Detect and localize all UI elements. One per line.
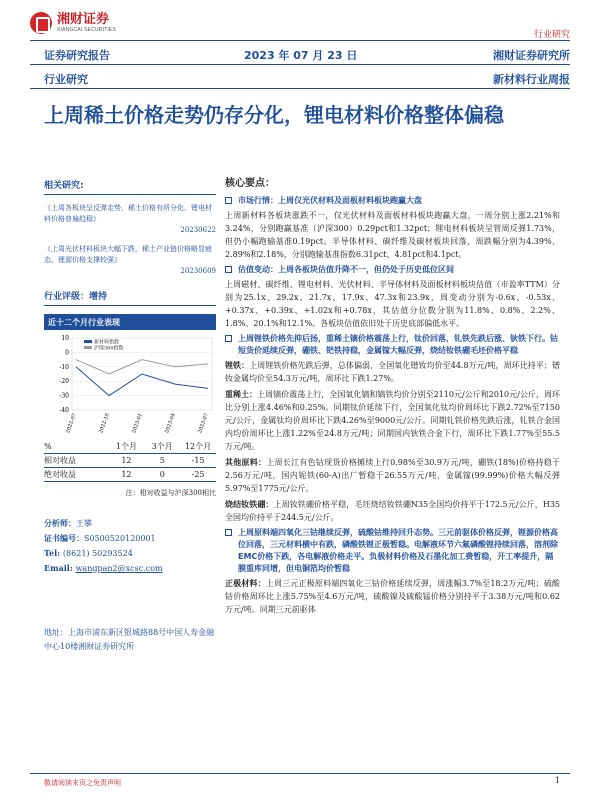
table-row	[44, 468, 216, 482]
report-date: 2023 年 07 月 23 日	[244, 49, 358, 62]
para-label: 锂铁：	[225, 360, 250, 370]
bullet-text: 上周原料端四氧化三钴继续反弹，硫酸钴维持回升态势。三元前驱体价格反弹，锂源价格高位回落，三元材料横中有跌，磷酸铁锂正极暂稳。电解液环节六氟磷酸锂持续回落，溶剂除EMC价格下跌，各电解液价格走平。负极材料价格及石墨化加工费暂稳，开工率提升，隔膜重库同增，但电铜箔均价暂稳	[238, 528, 558, 573]
related-item-date: 20230622	[180, 226, 216, 234]
analyst-label: 分析师：	[44, 518, 76, 528]
y-tick-label: -10	[59, 363, 69, 371]
analyst-name: 王攀	[76, 519, 92, 528]
table-cell: 绝对收益	[44, 470, 76, 479]
paragraph	[225, 498, 560, 524]
bullet-icon	[225, 335, 232, 342]
logo-icon	[30, 12, 52, 34]
bullet-item	[225, 195, 560, 207]
header-divider	[30, 64, 570, 65]
bullet-text: 市场行情：上周仅光伏材料及面板材料板块跑赢大盘	[238, 196, 422, 205]
para-text: 上周镝价震荡上行，全国氧化镝和镝铁均价分别至2110元/公斤和2010元/公斤，周环比分别上涨4.46%和0.25%。同期钛价延续下行，全国氧化钛均价周环比下跌2.72%至7150元/公斤，金属钛均价周环比下跌4.26%至9000元/公斤。同期钆铁价格先跌后涨，钆铁合金国内均价周环比上涨1.22%至24.8万元/吨；同期国内钬铁合金下行，周环比下跌1.77%至55.5万元/吨。	[225, 390, 560, 451]
address: 地址：上海市浦东新区银城路88号中国人寿金融中心10楼湘财证券研究所	[44, 628, 215, 651]
bullet-text: 估值变动：上周各板块估值升降不一，但仍处于历史低位区间	[238, 265, 454, 274]
report-title: 上周稀土价格走势仍存分化，锂电材料价格整体偏稳	[44, 103, 504, 127]
table-header-cell: 1个月	[115, 442, 137, 451]
cert-number: S0500520120001	[84, 534, 156, 543]
table-cell: 5	[159, 456, 165, 465]
bullet-icon	[225, 197, 232, 204]
table-header-cell: 3个月	[151, 442, 173, 451]
para-label: 烧结钕铁硼：	[225, 499, 274, 509]
y-tick-label: 10	[61, 335, 69, 342]
para-label: 重稀土：	[225, 389, 258, 399]
y-tick-label: -30	[59, 392, 69, 400]
report-series: 新材料行业周报	[493, 73, 570, 86]
bullet-text: 上周锂铁价格先抑后扬，重稀土镝价格震荡上行，钛价回落，钆铁先跌后涨、钬铁下行。钴短货价延续反弹，硼铁、钯铁持稳，金属镓大幅反弹，烧结钕铁硼毛坯价格平稳	[238, 334, 558, 355]
bullet-item	[225, 527, 560, 575]
table-row	[44, 454, 216, 468]
related-item[interactable]	[44, 203, 216, 236]
performance-heading: 近十二个月行业表现	[44, 314, 216, 330]
legend-label-1: 新材料指数	[94, 339, 120, 346]
related-item[interactable]	[44, 244, 216, 277]
table-cell: 0	[159, 470, 165, 479]
disclaimer-notice[interactable]: 敬请阅读末页之免责声明	[44, 779, 121, 787]
email-label: Email:	[44, 563, 73, 573]
bullet-item	[225, 333, 560, 357]
x-tick-label: 2022-10	[98, 412, 111, 435]
related-item-title[interactable]: 《上周光伏材料板块大幅下跌，稀土产业链价格略显疲态、锂源价格支撑较强》	[44, 245, 212, 264]
report-type: 证券研究报告	[44, 49, 110, 62]
table-cell: 相对收益	[44, 456, 76, 465]
x-tick-label: 2023-07	[197, 412, 210, 435]
header-divider	[30, 40, 570, 41]
y-tick-label: -40	[59, 407, 69, 414]
bullet-icon	[225, 529, 232, 536]
para-label: 正极材料：	[225, 578, 266, 588]
related-heading: 相关研究:	[44, 178, 216, 195]
x-tick-label: 2022-07	[65, 412, 78, 435]
legend-swatch-1	[84, 340, 92, 343]
table-header-cell: 12个月	[184, 442, 212, 451]
para-text: 上周钕铁硼价格平稳，毛坯烧结钕铁硼N35全国均价持平于172.5元/公斤，H35全国均价持平于244.5元/公斤。	[225, 500, 560, 522]
table-cell: 12	[121, 456, 132, 465]
table-cell: -25	[191, 470, 205, 479]
tel-number: (8621) 50293524	[62, 549, 133, 558]
paragraph: 上周磁材、碳纤维、锂电材料、光伏材料、半导体材料及面板材料板块估值（市盈率TTM）分别为25.1x、29.2x、21.7x、17.9x、47.3x和23.9x，周变动分别为-0.6x、-0.53x、+0.37x、+0.39x、+1.02x和+0.78x，其估值分位数分别为11.8%、0.8%、2.2%、1.8%、20.1%和12.1%。各板块估值依旧处于历史底部偏低水平。	[225, 280, 560, 328]
company-logo	[30, 12, 116, 34]
related-research	[44, 178, 216, 277]
performance-table	[44, 440, 216, 482]
para-label: 其他原料：	[225, 457, 267, 467]
bullet-item	[225, 264, 560, 276]
institute-name: 湘财证券研究所	[493, 49, 570, 62]
tel-label: Tel:	[44, 548, 61, 558]
table-header-cell: %	[44, 442, 52, 451]
bullet-icon	[225, 266, 232, 273]
paragraph: 上周新材料各板块涨跌不一，仅光伏材料及面板材料板块跑赢大盘，一周分别上涨2.21%和3.24%，分别跑赢基准（沪深300）0.29pct和1.32pct；锂电材料板块呈管周反弹1.73%，但仍小幅跑输基准0.19pct。半导体材料、碳纤维及碳材板块回落，周跌幅分别为4.39%、2.89%和2.18%，分别跑输基准指数6.31pct、4.81pct和4.1pct。	[225, 211, 560, 259]
paragraph	[225, 359, 560, 385]
y-tick-label: 0	[65, 349, 69, 357]
table-header-row	[44, 440, 216, 454]
table-cell: -15	[191, 456, 205, 465]
paragraph	[225, 577, 560, 616]
y-tick-label: -20	[59, 378, 69, 386]
para-text: 上周长江有色钴现货价格摊续上行0.98%至30.9万元/吨，硼铁(18%)价格持稳于2.56万元/吨，国内铌铁(60-A)出厂暂稳于26.55万元/吨，金属镓(99.99%)价格大幅反弹5.97%至1775元/公斤。	[225, 458, 560, 493]
x-tick-label: 2023-04	[164, 412, 177, 435]
logo-name-en: XIANGCAI SECURITIES	[57, 27, 117, 33]
table-cell: 12	[121, 470, 132, 479]
related-item-title[interactable]: 《上周各板块呈反弹走势，稀土价格有所分化、锂电材料价格普遍趋稳》	[44, 204, 212, 223]
page-number: 1	[554, 776, 560, 785]
para-text: 上周三元正极原料端四氧化三钴价格延续反弹，周涨幅3.7%至18.2万元/吨；硫酸钴价格周环比上涨5.75%至4.6万元/吨，硫酸镍及硫酸锰价格分别持平于3.38万元/吨和0.62万元/吨。同期三元前驱体	[225, 579, 560, 614]
page-type: 行业研究	[533, 30, 570, 40]
report-category: 行业研究	[44, 73, 88, 86]
header-divider	[30, 88, 570, 89]
para-text: 上周锂铁价格先跌后弹，总体偏弱，全国氧化镨钕均价至44.8万元/吨，周环比持平；镨钕金属均价至54.3万元/吨，周环比下跌1.27%。	[225, 361, 560, 383]
logo-name-cn: 湘财证券	[57, 12, 110, 27]
cert-label: 证书编号：	[44, 533, 84, 543]
related-item-date: 20230609	[180, 267, 216, 275]
performance-chart	[44, 334, 216, 444]
legend-swatch-2	[84, 346, 92, 349]
core-points	[225, 177, 560, 619]
email-link[interactable]: wangpan2@xcsc.com	[75, 564, 163, 573]
footer-divider	[30, 773, 570, 774]
core-heading: 核心要点：	[225, 178, 275, 189]
paragraph	[225, 388, 560, 453]
industry-rating: 行业评级：增持	[44, 289, 216, 306]
analyst-info	[44, 516, 216, 576]
x-tick-label: 2023-01	[131, 412, 144, 435]
paragraph	[225, 456, 560, 495]
legend-label-2: 沪深300指数	[94, 345, 124, 352]
table-note: 注：相对收益与沪深300相比	[125, 489, 216, 497]
